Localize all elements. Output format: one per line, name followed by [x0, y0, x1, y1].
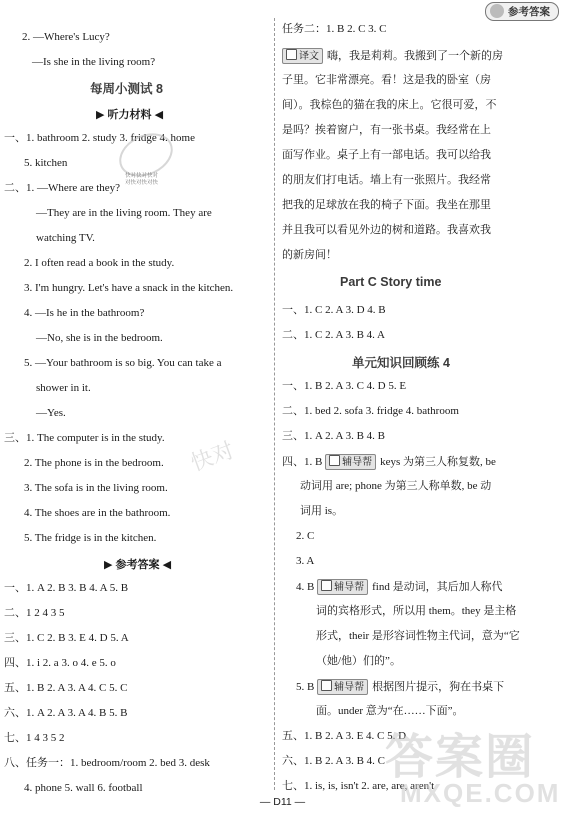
text-line: 2. —Where's Lucy? — [22, 31, 110, 43]
text-line: 三、1. A 2. A 3. B 4. B — [282, 430, 385, 442]
answer-key-badge — [485, 2, 559, 21]
text-line: 一、1. C 2. A 3. D 4. B — [282, 304, 386, 316]
text-line: 面。under 意为“在……下面”。 — [316, 705, 464, 717]
text-span: 嗨，我是莉莉。我搬到了一个新的房 — [327, 50, 503, 62]
explanation-line — [282, 454, 496, 470]
text-line: 2. I often read a book in the study. — [24, 257, 175, 269]
badge-label: 参考答案 — [508, 6, 550, 18]
translation-icon — [286, 49, 297, 60]
text-line: 面写作业。桌子上有一部电话。我可以给我 — [282, 149, 491, 161]
text-line: 六、1. A 2. A 3. A 4. B 5. B — [4, 707, 128, 719]
quiz-title: 每周小测试 8 — [90, 82, 163, 96]
text-line: —Yes. — [36, 407, 66, 419]
translation-first-line — [282, 48, 503, 64]
text-line: 一、1. A 2. B 3. B 4. A 5. B — [4, 582, 129, 594]
text-line: 3. I'm hungry. Let's have a snack in the kitchen. — [24, 282, 234, 294]
text-line: 的新房间！ — [282, 249, 337, 261]
tag-label: 译文 — [299, 51, 319, 62]
text-line: 5. The fridge is in the kitchen. — [24, 532, 157, 544]
help-tag — [317, 679, 368, 695]
text-line: 四、1. i 2. a 3. o 4. e 5. o — [4, 657, 116, 669]
stamp-caption: 对快对快对快 — [125, 180, 159, 186]
text-line: 把我的足球放在我的椅子下面。我坐在那里 — [282, 199, 491, 211]
text-line: （她/他）们的”。 — [316, 655, 401, 667]
column-divider — [274, 18, 275, 790]
text-line: 七、1. is, is, isn't 2. are, are, aren't — [282, 780, 435, 792]
watermark-bottom: 答案圈 — [385, 731, 536, 784]
text-span: 四、1. B — [282, 456, 323, 468]
review-title: 单元知识回顾练 4 — [352, 356, 450, 370]
text-line: 三、1. C 2. B 3. E 4. D 5. A — [4, 632, 129, 644]
section-heading-answers: ▶ 参考答案 ◀ — [104, 559, 172, 571]
text-span: keys 为第三人称复数, be — [380, 456, 496, 468]
tag-label: 辅导帮 — [334, 682, 365, 693]
text-line: 词用 is。 — [300, 505, 344, 517]
help-icon — [321, 680, 332, 691]
text-line: watching TV. — [36, 232, 95, 244]
explanation-line — [296, 679, 504, 695]
text-line: 5. —Your bathroom is so big. You can take a — [24, 357, 222, 369]
text-line: 二、1. C 2. A 3. B 4. A — [282, 329, 385, 341]
text-line: 二、1 2 4 3 5 — [4, 607, 65, 619]
part-c-title: Part C Story time — [340, 275, 442, 289]
text-line: 任务二：1. B 2. C 3. C — [282, 23, 387, 35]
text-line: —They are in the living room. They are — [36, 207, 212, 219]
text-line: 是吗？挨着窗户，有一张书桌。我经常在上 — [282, 124, 491, 136]
text-span: 4. B — [296, 581, 315, 593]
text-line: 间）。我棕色的猫在我的床上。它很可爱，不 — [282, 99, 497, 111]
text-line: 4. phone 5. wall 6. football — [24, 782, 143, 794]
text-line: 七、1 4 3 5 2 — [4, 732, 65, 744]
text-line: 八、任务一：1. bedroom/room 2. bed 3. desk — [4, 757, 210, 769]
text-line: —Is she in the living room? — [32, 56, 156, 68]
help-icon — [321, 580, 332, 591]
text-line: 一、1. B 2. A 3. C 4. D 5. E — [282, 380, 407, 392]
explanation-line — [296, 579, 503, 595]
text-line: 五、1. B 2. A 3. E 4. C 5. D — [282, 730, 407, 742]
text-line: 3. A — [296, 555, 315, 567]
watermark-center: 快对 — [187, 437, 238, 476]
text-line: 4. The shoes are in the bathroom. — [24, 507, 171, 519]
text-line: 二、1. —Where are they? — [4, 182, 121, 194]
text-span: find 是动词，其后加人称代 — [372, 581, 503, 593]
tag-label: 辅导帮 — [342, 457, 373, 468]
text-line: 4. —Is he in the bathroom? — [24, 307, 145, 319]
text-line: 三、1. The computer is in the study. — [4, 432, 165, 444]
text-line: 形式，their 是形容词性物主代词，意为“它 — [316, 630, 520, 642]
text-line: 六、1. B 2. A 3. B 4. C — [282, 755, 385, 767]
help-tag — [317, 579, 368, 595]
translation-tag — [282, 48, 323, 64]
stamp-caption: 快对快对快对 — [125, 173, 159, 179]
text-line: 的朋友们打电话。墙上有一张照片。我经常 — [282, 174, 491, 186]
text-line: 2. C — [296, 530, 315, 542]
text-line: 2. The phone is in the bedroom. — [24, 457, 164, 469]
tag-label: 辅导帮 — [334, 582, 365, 593]
page-number: — D11 — — [259, 796, 306, 808]
help-icon — [329, 455, 340, 466]
text-line: 动词用 are; phone 为第三人称单数, be 动 — [300, 480, 492, 492]
help-tag — [325, 454, 376, 470]
text-span: 根据图片提示，狗在书桌下 — [372, 681, 505, 693]
text-line: —No, she is in the bedroom. — [36, 332, 163, 344]
text-line: 一、1. bathroom 2. study 3. fridge 4. home — [4, 132, 195, 144]
text-line: 二、1. bed 2. sofa 3. fridge 4. bathroom — [282, 405, 459, 417]
section-heading-listening: ▶ 听力材料 ◀ — [96, 109, 164, 121]
text-line: 5. kitchen — [24, 157, 68, 169]
text-line: 并且我可以看见外边的树和道路。我喜欢我 — [282, 224, 491, 236]
text-line: 词的宾格形式，所以用 them。they 是主格 — [316, 605, 517, 617]
text-line: 五、1. B 2. A 3. A 4. C 5. C — [4, 682, 128, 694]
watermark-bottom-url: MXQE.COM — [400, 778, 561, 808]
text-line: 3. The sofa is in the living room. — [24, 482, 168, 494]
badge-logo-icon — [490, 4, 504, 18]
text-span: 5. B — [296, 681, 315, 693]
text-line: 子里。它非常漂亮。看！这是我的卧室（房 — [282, 74, 491, 86]
text-line: shower in it. — [36, 382, 91, 394]
